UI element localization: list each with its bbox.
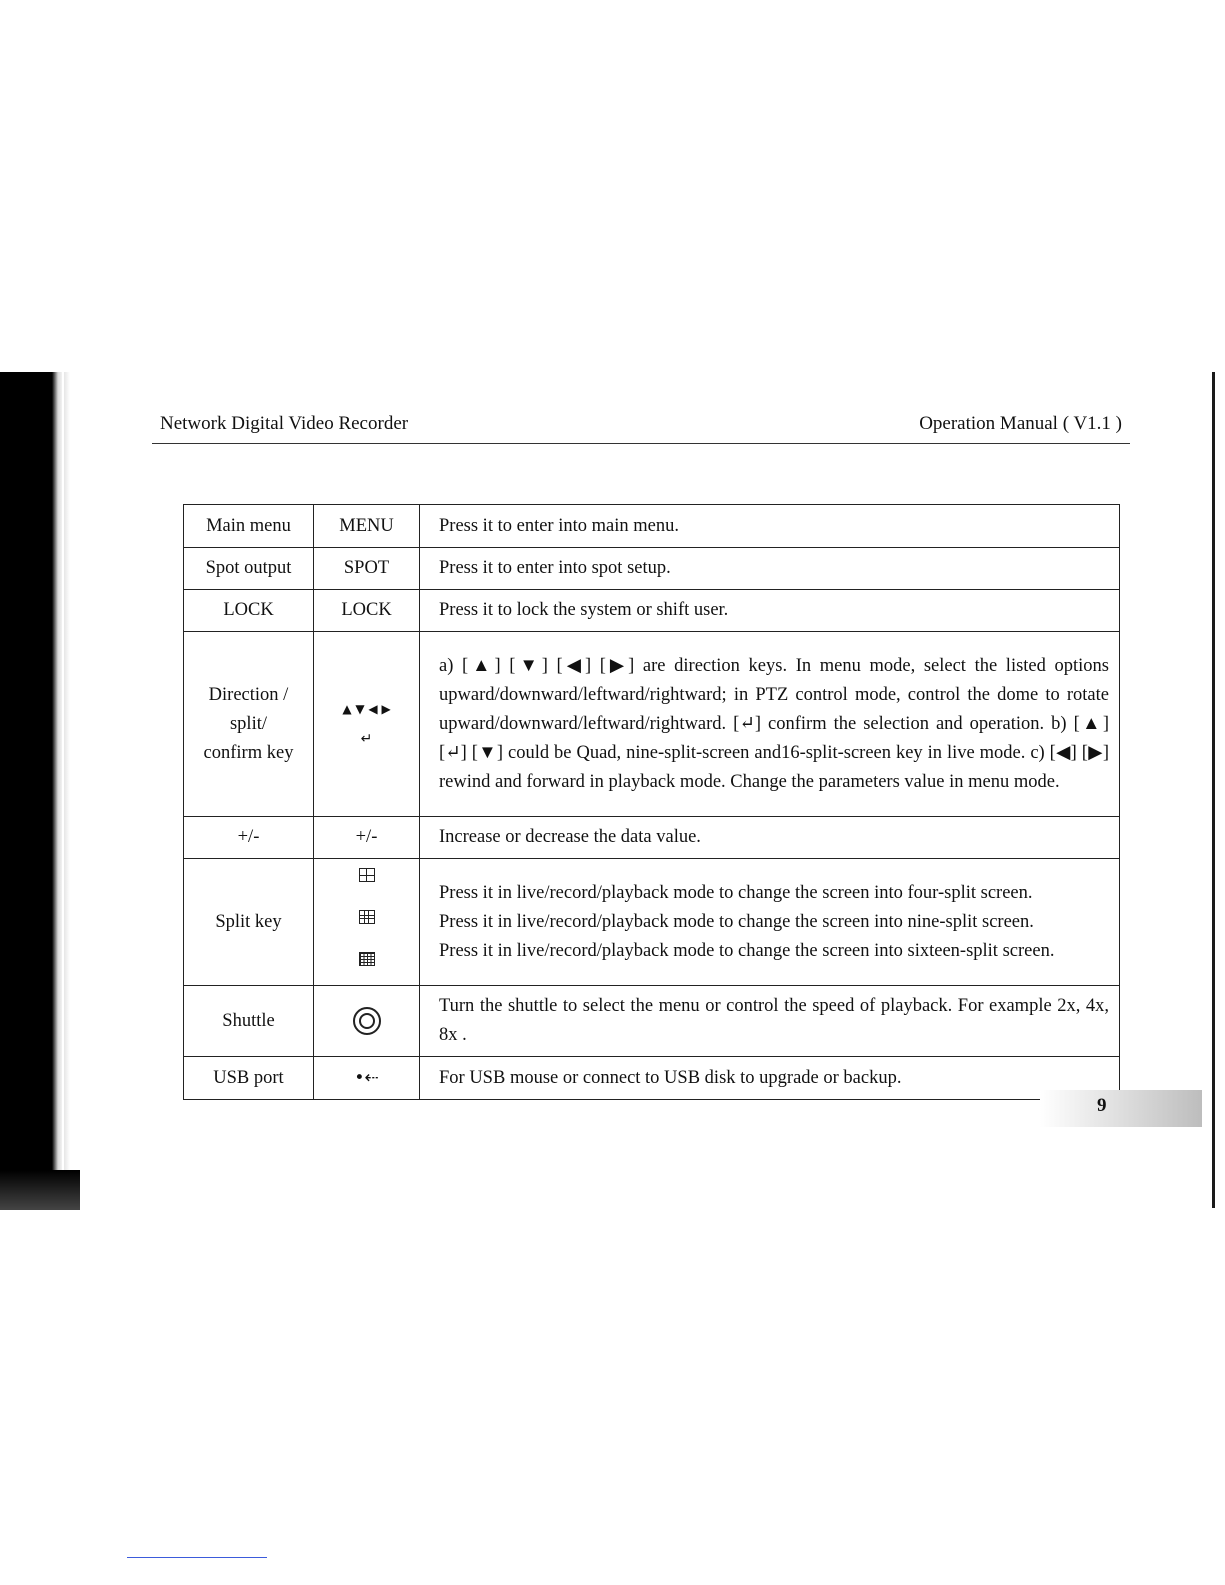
table-row [184,590,1120,632]
row-key [314,1057,420,1100]
row-key: SPOT [314,548,420,590]
row-description: Press it to enter into spot setup. [420,548,1120,590]
table-row [184,859,1120,986]
header-title-left: Network Digital Video Recorder [160,413,409,434]
scan-shadow-left [0,372,62,1210]
row-description: Press it to enter into main menu. [420,505,1120,548]
header-title-right: Operation Manual ( V1.1 ) [919,413,1122,434]
row-key [314,859,420,986]
row-key: MENU [314,505,420,548]
table-row [184,632,1120,817]
key-function-table [183,504,1120,1100]
row-description-line: Press it in live/record/playback mode to change the screen into sixteen-split screen. [439,940,1055,961]
row-key [314,632,420,817]
row-description-line: Press it in live/record/playback mode to change the screen into nine-split screen. [439,911,1034,932]
scan-shadow-bottom [0,1170,80,1210]
row-name: USB port [184,1057,314,1100]
bottom-underline [127,1557,267,1558]
row-name-line: Direction / [208,684,289,705]
table-row [184,505,1120,548]
row-description: For USB mouse or connect to USB disk to upgrade or backup. [420,1057,1120,1100]
row-key: +/- [314,817,420,859]
row-name: +/- [184,817,314,859]
enter-icon: ↵ [360,731,373,747]
row-name: LOCK [184,590,314,632]
row-key: LOCK [314,590,420,632]
sixteen-split-icon [359,952,375,966]
row-description: Increase or decrease the data value. [420,817,1120,859]
row-description: Press it to lock the system or shift user. [420,590,1120,632]
row-name: Split key [184,859,314,986]
row-name-line: confirm key [203,742,294,763]
four-split-icon [359,868,375,882]
row-name-line: split/ [229,713,267,734]
row-description: Turn the shuttle to select the menu or control the speed of playback. For example 2x, 4x, 8x . [420,986,1120,1057]
table-row [184,1057,1120,1100]
row-description [420,859,1120,986]
row-description: a) [▲] [▼] [◀] [▶] are direction keys. In menu mode, select the listed options upward/downward/leftward/rightward; in PTZ control mode, control the dome to rotate upward/downward/leftward/rightward. [↵] confirm the selection and operation. b) [▲] [↵] [▼] could be Quad, nine-split-screen and16-split-screen key in live mode. c) [◀] [▶] rewind and forward in playback mode. Change the parameters value in menu mode. [420,632,1120,817]
row-name: Main menu [184,505,314,548]
direction-arrows-icon: ▲ ▼ ◀ ▶ [342,702,391,716]
table-row [184,986,1120,1057]
scan-shadow-right [1212,372,1215,1208]
row-key [314,986,420,1057]
shuttle-icon [353,1007,381,1035]
page-number: 9 [1097,1095,1107,1116]
row-name [184,632,314,817]
table-row [184,817,1120,859]
usb-icon: •⇠ [354,1067,379,1088]
table-row [184,548,1120,590]
page-number-tab [1040,1090,1202,1127]
page-header [152,413,1130,444]
row-description-line: Press it in live/record/playback mode to change the screen into four-split screen. [439,882,1033,903]
row-name: Spot output [184,548,314,590]
row-name: Shuttle [184,986,314,1057]
nine-split-icon [359,910,375,924]
